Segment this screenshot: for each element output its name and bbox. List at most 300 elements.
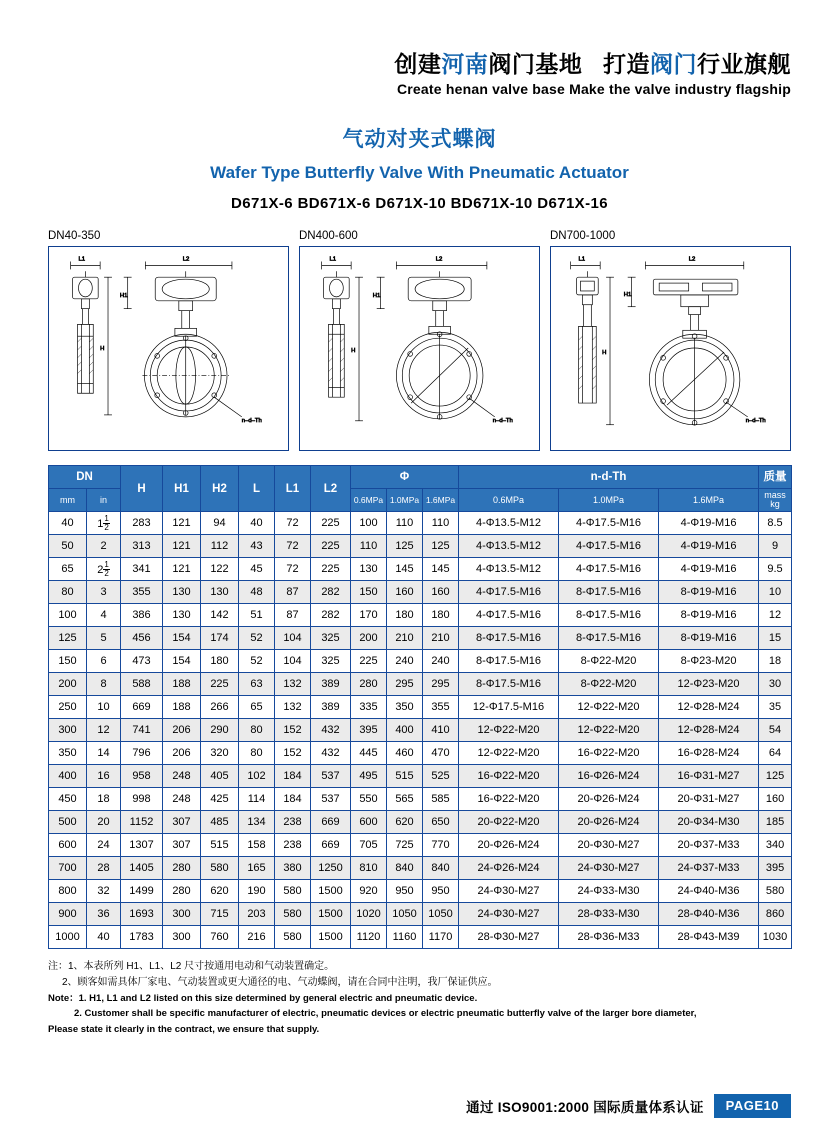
table-body <box>49 512 792 949</box>
cell-h2: 715 <box>201 903 239 926</box>
cell-n06: 16-Φ22-M20 <box>459 765 559 788</box>
cell-h1: 206 <box>163 719 201 742</box>
cell-n10: 8-Φ17.5-M16 <box>559 581 659 604</box>
svg-text:H: H <box>602 350 607 357</box>
svg-text:H1: H1 <box>119 293 128 300</box>
cell-n16: 24-Φ37-M33 <box>659 857 759 880</box>
cell-p16: 295 <box>423 673 459 696</box>
cell-n06: 12-Φ22-M20 <box>459 742 559 765</box>
cell-h1: 121 <box>163 512 201 535</box>
cell-n06: 24-Φ30-M27 <box>459 903 559 926</box>
cell-l2: 432 <box>311 719 351 742</box>
cell-n10: 24-Φ33-M30 <box>559 880 659 903</box>
cell-n06: 4-Φ17.5-M16 <box>459 581 559 604</box>
table-row <box>49 811 792 834</box>
cell-mm: 1000 <box>49 926 87 949</box>
table-row <box>49 627 792 650</box>
cell-kg: 15 <box>759 627 792 650</box>
note-en-3: Please state it clearly in the contract, we ensure that supply. <box>48 1023 320 1035</box>
note-en-2: 2. Customer shall be specific manufacturer of electric, pneumatic devices or electric pneumatic butterfly valve of the larger bore diameter, <box>74 1008 697 1020</box>
cell-mm: 150 <box>49 650 87 673</box>
cell-l1: 87 <box>275 604 311 627</box>
header-slogan-cn <box>48 52 791 77</box>
drawings-row <box>48 230 791 451</box>
cell-in: 1 $\frac{1}{2}$ <box>87 512 121 535</box>
header-slogan-cn-part4: 行业旗舰 <box>697 51 791 77</box>
cell-kg: 160 <box>759 788 792 811</box>
cell-in: 4 <box>87 604 121 627</box>
cell-p06: 1120 <box>351 926 387 949</box>
page-title-cn: 气动对夹式蝶阀 <box>342 128 497 152</box>
cell-h1: 188 <box>163 673 201 696</box>
cell-p10: 295 <box>387 673 423 696</box>
cell-p16: 240 <box>423 650 459 673</box>
cell-n06: 20-Φ26-M24 <box>459 834 559 857</box>
th-phi-16: 1.6MPa <box>423 489 459 512</box>
cell-n10: 16-Φ22-M20 <box>559 742 659 765</box>
cell-n16: 28-Φ43-M39 <box>659 926 759 949</box>
th-ndth-06: 0.6MPa <box>459 489 559 512</box>
cell-kg: 12 <box>759 604 792 627</box>
cell-n16: 20-Φ37-M33 <box>659 834 759 857</box>
drawing-label: DN400-600 <box>299 230 358 243</box>
cell-l1: 72 <box>275 512 311 535</box>
cell-p06: 810 <box>351 857 387 880</box>
th-mass-en: mass <box>764 489 786 500</box>
cell-n10: 8-Φ22-M20 <box>559 650 659 673</box>
svg-text:H1: H1 <box>623 292 632 299</box>
drawing-panel-dn700-1000 <box>550 230 791 451</box>
drawing-panel-dn400-600 <box>299 230 540 451</box>
cell-l2: 1500 <box>311 926 351 949</box>
cell-n10: 4-Φ17.5-M16 <box>559 512 659 535</box>
cell-mm: 40 <box>49 512 87 535</box>
cell-n06: 28-Φ30-M27 <box>459 926 559 949</box>
cell-l: 80 <box>239 742 275 765</box>
table-header-row-1 <box>49 466 792 489</box>
table-row <box>49 719 792 742</box>
header-slogan-cn-part2: 阀门基地 <box>488 51 583 77</box>
cell-n10: 8-Φ17.5-M16 <box>559 627 659 650</box>
cell-in: 40 <box>87 926 121 949</box>
table-row <box>49 742 792 765</box>
cell-h1: 307 <box>163 834 201 857</box>
cell-n06: 8-Φ17.5-M16 <box>459 673 559 696</box>
cell-p10: 1050 <box>387 903 423 926</box>
cell-l1: 184 <box>275 765 311 788</box>
th-l1: L1 <box>275 466 311 512</box>
cell-n10: 24-Φ30-M27 <box>559 857 659 880</box>
cell-p06: 920 <box>351 880 387 903</box>
cell-p16: 145 <box>423 558 459 581</box>
cell-h2: 122 <box>201 558 239 581</box>
cell-l2: 669 <box>311 811 351 834</box>
cell-mm: 600 <box>49 834 87 857</box>
svg-text:L1: L1 <box>578 256 586 263</box>
cell-h1: 280 <box>163 880 201 903</box>
cell-n10: 12-Φ22-M20 <box>559 696 659 719</box>
title-block <box>48 123 791 212</box>
th-dn-mm: mm <box>49 489 87 512</box>
cell-n16: 12-Φ28-M24 <box>659 719 759 742</box>
cell-h: 741 <box>121 719 163 742</box>
drawing-frame <box>48 246 289 451</box>
table-row <box>49 558 792 581</box>
cell-l1: 580 <box>275 880 311 903</box>
cell-p16: 410 <box>423 719 459 742</box>
cell-p10: 125 <box>387 535 423 558</box>
cell-h: 355 <box>121 581 163 604</box>
cell-h: 313 <box>121 535 163 558</box>
cell-l: 63 <box>239 673 275 696</box>
cell-p16: 525 <box>423 765 459 788</box>
cell-mm: 900 <box>49 903 87 926</box>
svg-text:L1: L1 <box>78 256 86 263</box>
cell-l: 80 <box>239 719 275 742</box>
table-row <box>49 650 792 673</box>
cell-h2: 485 <box>201 811 239 834</box>
table-row <box>49 581 792 604</box>
cell-h2: 142 <box>201 604 239 627</box>
cell-p16: 840 <box>423 857 459 880</box>
cell-p16: 650 <box>423 811 459 834</box>
cell-p10: 145 <box>387 558 423 581</box>
table-row <box>49 926 792 949</box>
header-slogan-en: Create henan valve base Make the valve industry flagship <box>396 81 791 98</box>
th-dn-group: DN <box>49 466 121 489</box>
cell-l2: 432 <box>311 742 351 765</box>
cell-l: 134 <box>239 811 275 834</box>
cell-l1: 152 <box>275 742 311 765</box>
cell-l: 48 <box>239 581 275 604</box>
cell-l: 102 <box>239 765 275 788</box>
cell-mm: 400 <box>49 765 87 788</box>
certification-text: 通过 ISO9001:2000 国际质量体系认证 <box>466 1100 704 1115</box>
cell-l: 51 <box>239 604 275 627</box>
cell-mm: 300 <box>49 719 87 742</box>
cell-h1: 280 <box>163 857 201 880</box>
cell-n16: 16-Φ28-M24 <box>659 742 759 765</box>
table-row <box>49 765 792 788</box>
cell-l1: 580 <box>275 903 311 926</box>
cell-h: 1405 <box>121 857 163 880</box>
cell-kg: 18 <box>759 650 792 673</box>
cell-l2: 669 <box>311 834 351 857</box>
th-mass-group: 质量 <box>759 466 792 489</box>
cell-l2: 1250 <box>311 857 351 880</box>
cell-h: 283 <box>121 512 163 535</box>
cell-l: 40 <box>239 512 275 535</box>
cell-n06: 20-Φ22-M20 <box>459 811 559 834</box>
cell-mm: 50 <box>49 535 87 558</box>
cell-in: 6 <box>87 650 121 673</box>
svg-text:L2: L2 <box>688 256 696 263</box>
cell-h: 1152 <box>121 811 163 834</box>
cell-n06: 24-Φ30-M27 <box>459 880 559 903</box>
cell-p16: 950 <box>423 880 459 903</box>
cell-h: 958 <box>121 765 163 788</box>
cell-l1: 104 <box>275 627 311 650</box>
cell-l1: 184 <box>275 788 311 811</box>
cell-mm: 350 <box>49 742 87 765</box>
cell-h: 1499 <box>121 880 163 903</box>
cell-p16: 585 <box>423 788 459 811</box>
page-number-badge: PAGE10 <box>714 1094 791 1118</box>
note-cn-2: 2、顾客如需具体厂家电、气动装置或更大通径的电、气动蝶阀，请在合同中注明，我厂保证供应。 <box>62 977 498 989</box>
cell-h1: 130 <box>163 581 201 604</box>
cell-in: 36 <box>87 903 121 926</box>
cell-n06: 4-Φ13.5-M12 <box>459 512 559 535</box>
table-row <box>49 857 792 880</box>
cell-n16: 8-Φ19-M16 <box>659 581 759 604</box>
cell-mm: 125 <box>49 627 87 650</box>
cell-h1: 121 <box>163 535 201 558</box>
cell-l1: 72 <box>275 558 311 581</box>
cell-kg: 54 <box>759 719 792 742</box>
cell-p10: 110 <box>387 512 423 535</box>
cell-kg: 580 <box>759 880 792 903</box>
notes-block <box>48 959 791 1037</box>
cell-p06: 110 <box>351 535 387 558</box>
cell-h: 588 <box>121 673 163 696</box>
cell-p16: 180 <box>423 604 459 627</box>
page-title-en: Wafer Type Butterfly Valve With Pneumatic Actuator <box>210 163 629 183</box>
svg-text:n–d–Th: n–d–Th <box>241 418 262 425</box>
header-slogan-cn-henan: 河南 <box>441 51 489 77</box>
cell-in: 3 <box>87 581 121 604</box>
cell-p06: 150 <box>351 581 387 604</box>
cell-p10: 460 <box>387 742 423 765</box>
cell-mm: 500 <box>49 811 87 834</box>
drawing-label: DN40-350 <box>48 230 101 243</box>
table-row <box>49 788 792 811</box>
th-h1: H1 <box>163 466 201 512</box>
svg-text:L1: L1 <box>329 256 337 263</box>
cell-p06: 600 <box>351 811 387 834</box>
cell-n16: 12-Φ23-M20 <box>659 673 759 696</box>
cell-h1: 300 <box>163 903 201 926</box>
cell-l2: 1500 <box>311 880 351 903</box>
cell-p06: 705 <box>351 834 387 857</box>
cell-l2: 1500 <box>311 903 351 926</box>
cell-p16: 125 <box>423 535 459 558</box>
cell-l1: 152 <box>275 719 311 742</box>
cell-n10: 20-Φ30-M27 <box>559 834 659 857</box>
th-phi-10: 1.0MPa <box>387 489 423 512</box>
cell-n06: 8-Φ17.5-M16 <box>459 650 559 673</box>
cell-l2: 282 <box>311 604 351 627</box>
table-row <box>49 696 792 719</box>
th-ndth-group: n-d-Th <box>459 466 759 489</box>
cell-n16: 4-Φ19-M16 <box>659 558 759 581</box>
cell-in: 32 <box>87 880 121 903</box>
cell-n10: 20-Φ26-M24 <box>559 788 659 811</box>
cell-n16: 8-Φ23-M20 <box>659 650 759 673</box>
cell-p16: 160 <box>423 581 459 604</box>
cell-n10: 4-Φ17.5-M16 <box>559 558 659 581</box>
cell-h1: 307 <box>163 811 201 834</box>
note-cn-1: 注：1、本表所列 H1、L1、L2 尺寸按通用电动和气动装置确定。 <box>48 961 335 973</box>
cell-h1: 206 <box>163 742 201 765</box>
cell-n10: 16-Φ26-M24 <box>559 765 659 788</box>
cell-n10: 28-Φ33-M30 <box>559 903 659 926</box>
cell-n06: 16-Φ22-M20 <box>459 788 559 811</box>
cell-l1: 238 <box>275 811 311 834</box>
cell-p10: 210 <box>387 627 423 650</box>
cell-h2: 290 <box>201 719 239 742</box>
th-phi-06: 0.6MPa <box>351 489 387 512</box>
cell-p16: 355 <box>423 696 459 719</box>
cell-p16: 470 <box>423 742 459 765</box>
cell-h2: 180 <box>201 650 239 673</box>
cell-p06: 1020 <box>351 903 387 926</box>
cell-h2: 174 <box>201 627 239 650</box>
cell-p10: 180 <box>387 604 423 627</box>
cell-h: 473 <box>121 650 163 673</box>
svg-text:L2: L2 <box>182 256 190 263</box>
cell-kg: 185 <box>759 811 792 834</box>
cell-l1: 380 <box>275 857 311 880</box>
cell-p06: 170 <box>351 604 387 627</box>
cell-h: 796 <box>121 742 163 765</box>
cell-p16: 1170 <box>423 926 459 949</box>
note-en-1: Note：1. H1, L1 and L2 listed on this size determined by general electric and pneumatic device. <box>48 993 478 1005</box>
cell-h2: 760 <box>201 926 239 949</box>
cell-l1: 238 <box>275 834 311 857</box>
cell-h2: 130 <box>201 581 239 604</box>
cell-h: 1783 <box>121 926 163 949</box>
cell-p16: 1050 <box>423 903 459 926</box>
cell-l1: 72 <box>275 535 311 558</box>
th-dn-in: in <box>87 489 121 512</box>
table-row <box>49 880 792 903</box>
cell-l1: 580 <box>275 926 311 949</box>
cell-l2: 325 <box>311 627 351 650</box>
cell-n10: 8-Φ22-M20 <box>559 673 659 696</box>
cell-h2: 320 <box>201 742 239 765</box>
cell-in: 14 <box>87 742 121 765</box>
cell-h1: 248 <box>163 788 201 811</box>
drawing-frame <box>299 246 540 451</box>
cell-l: 45 <box>239 558 275 581</box>
cell-l2: 537 <box>311 765 351 788</box>
cell-h: 1693 <box>121 903 163 926</box>
cell-h2: 405 <box>201 765 239 788</box>
cell-p06: 335 <box>351 696 387 719</box>
cell-in: 28 <box>87 857 121 880</box>
cell-n16: 4-Φ19-M16 <box>659 535 759 558</box>
cell-p10: 160 <box>387 581 423 604</box>
cell-p06: 495 <box>351 765 387 788</box>
cell-l: 65 <box>239 696 275 719</box>
cell-kg: 30 <box>759 673 792 696</box>
cell-n06: 24-Φ26-M24 <box>459 857 559 880</box>
cell-in: 20 <box>87 811 121 834</box>
cell-mm: 700 <box>49 857 87 880</box>
cell-h1: 154 <box>163 650 201 673</box>
cell-in: 24 <box>87 834 121 857</box>
cell-kg: 9.5 <box>759 558 792 581</box>
cell-h2: 425 <box>201 788 239 811</box>
cell-in: 2 <box>87 535 121 558</box>
th-mass-unit <box>759 489 792 512</box>
drawing-panel-dn40-350 <box>48 230 289 451</box>
table-row <box>49 512 792 535</box>
header-slogan-cn-part3: 打造 <box>603 51 650 77</box>
cell-n06: 4-Φ17.5-M16 <box>459 604 559 627</box>
cell-h1: 188 <box>163 696 201 719</box>
cell-kg: 8.5 <box>759 512 792 535</box>
cell-mm: 80 <box>49 581 87 604</box>
cell-kg: 9 <box>759 535 792 558</box>
cell-h1: 300 <box>163 926 201 949</box>
cell-l2: 325 <box>311 650 351 673</box>
cell-n16: 20-Φ31-M27 <box>659 788 759 811</box>
cell-n10: 4-Φ17.5-M16 <box>559 535 659 558</box>
cell-p06: 200 <box>351 627 387 650</box>
cell-l1: 104 <box>275 650 311 673</box>
cell-h1: 154 <box>163 627 201 650</box>
cell-n16: 8-Φ19-M16 <box>659 627 759 650</box>
cell-p10: 350 <box>387 696 423 719</box>
svg-text:H: H <box>351 348 356 355</box>
cell-n10: 8-Φ17.5-M16 <box>559 604 659 627</box>
svg-text:L2: L2 <box>435 256 443 263</box>
cell-kg: 125 <box>759 765 792 788</box>
cell-h: 998 <box>121 788 163 811</box>
header-slogan-cn-valve: 阀门 <box>650 51 697 77</box>
cell-h2: 515 <box>201 834 239 857</box>
cell-n16: 24-Φ40-M36 <box>659 880 759 903</box>
cell-l: 43 <box>239 535 275 558</box>
cell-h2: 266 <box>201 696 239 719</box>
drawing-label: DN700-1000 <box>550 230 616 243</box>
cell-p10: 725 <box>387 834 423 857</box>
cell-in: 18 <box>87 788 121 811</box>
svg-text:n–d–Th: n–d–Th <box>745 418 766 425</box>
cell-p10: 950 <box>387 880 423 903</box>
cell-in: 16 <box>87 765 121 788</box>
cell-mm: 250 <box>49 696 87 719</box>
cell-p06: 395 <box>351 719 387 742</box>
cell-p16: 110 <box>423 512 459 535</box>
th-h2: H2 <box>201 466 239 512</box>
cell-h2: 94 <box>201 512 239 535</box>
cell-kg: 340 <box>759 834 792 857</box>
svg-text:n–d–Th: n–d–Th <box>492 418 513 425</box>
cell-p16: 210 <box>423 627 459 650</box>
page-header <box>48 0 791 97</box>
cell-kg: 860 <box>759 903 792 926</box>
cell-kg: 1030 <box>759 926 792 949</box>
cell-in: 8 <box>87 673 121 696</box>
cell-n10: 12-Φ22-M20 <box>559 719 659 742</box>
cell-h2: 225 <box>201 673 239 696</box>
cell-p06: 100 <box>351 512 387 535</box>
cell-n10: 28-Φ36-M33 <box>559 926 659 949</box>
cell-l2: 389 <box>311 696 351 719</box>
cell-l1: 132 <box>275 696 311 719</box>
cell-h1: 121 <box>163 558 201 581</box>
page-footer <box>0 1094 839 1118</box>
cell-mm: 800 <box>49 880 87 903</box>
cell-p16: 770 <box>423 834 459 857</box>
cell-n06: 12-Φ17.5-M16 <box>459 696 559 719</box>
specification-table <box>48 465 792 949</box>
cell-n06: 12-Φ22-M20 <box>459 719 559 742</box>
drawing-frame <box>550 246 791 451</box>
cell-l: 190 <box>239 880 275 903</box>
